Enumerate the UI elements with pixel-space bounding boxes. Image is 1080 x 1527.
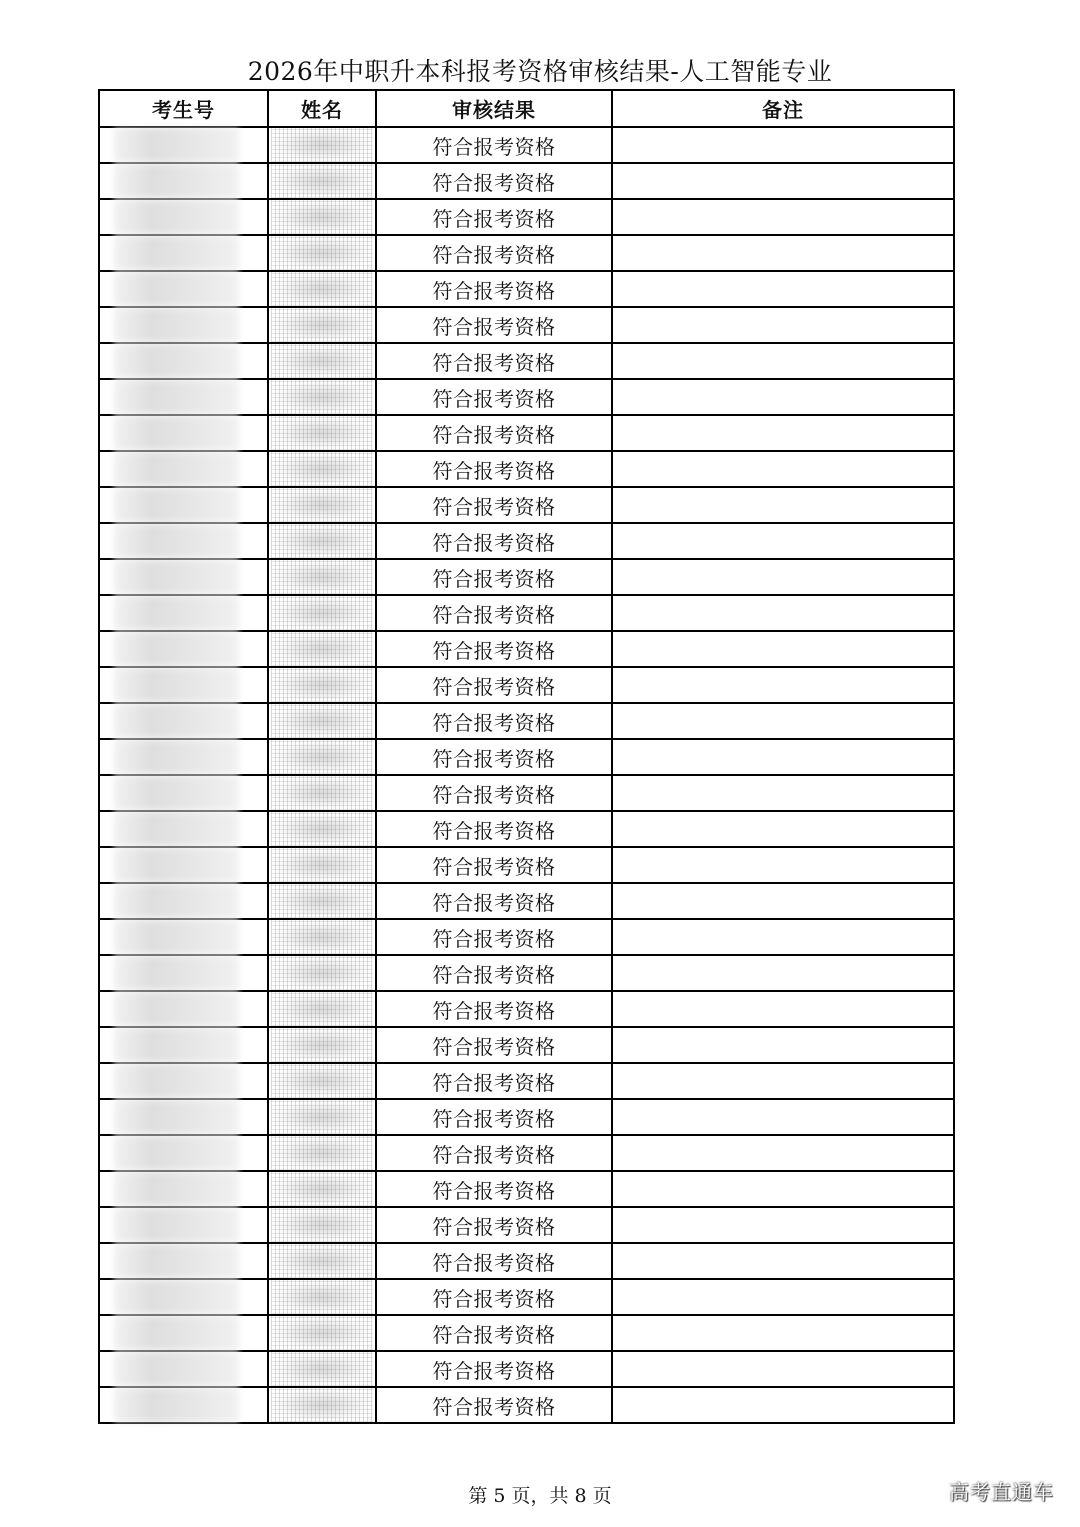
name-cell-redacted: [268, 1063, 376, 1099]
header-remarks: 备注: [612, 90, 954, 127]
redaction-mosaic: [271, 416, 373, 450]
exam-number-cell-redacted: [99, 1207, 268, 1243]
remarks-cell: [612, 595, 954, 631]
redaction-blur: [114, 344, 239, 378]
redaction-mosaic: [271, 272, 373, 306]
exam-number-cell-redacted: [99, 703, 268, 739]
review-result-cell: 符合报考资格: [376, 1099, 612, 1135]
table-row: [99, 703, 954, 739]
table-row: [99, 595, 954, 631]
table-row: [99, 235, 954, 271]
exam-number-cell-redacted: [99, 487, 268, 523]
redaction-mosaic: [271, 1208, 373, 1242]
remarks-cell: [612, 1315, 954, 1351]
remarks-cell: [612, 991, 954, 1027]
exam-number-cell-redacted: [99, 1135, 268, 1171]
exam-number-cell-redacted: [99, 1027, 268, 1063]
review-result-cell: 符合报考资格: [376, 235, 612, 271]
remarks-cell: [612, 739, 954, 775]
remarks-cell: [612, 307, 954, 343]
review-result-cell: 符合报考资格: [376, 811, 612, 847]
review-result-cell: 符合报考资格: [376, 451, 612, 487]
redaction-mosaic: [271, 200, 373, 234]
name-cell-redacted: [268, 1099, 376, 1135]
remarks-cell: [612, 415, 954, 451]
redaction-mosaic: [271, 1316, 373, 1350]
redaction-blur: [114, 236, 239, 270]
redaction-mosaic: [271, 560, 373, 594]
name-cell-redacted: [268, 487, 376, 523]
review-result-cell: 符合报考资格: [376, 1207, 612, 1243]
redaction-mosaic: [271, 740, 373, 774]
table-row: [99, 1063, 954, 1099]
exam-number-cell-redacted: [99, 1171, 268, 1207]
redaction-blur: [114, 524, 239, 558]
redaction-blur: [114, 1280, 239, 1314]
exam-number-cell-redacted: [99, 811, 268, 847]
redaction-mosaic: [271, 812, 373, 846]
remarks-cell: [612, 523, 954, 559]
table-row: [99, 1387, 954, 1423]
remarks-cell: [612, 1243, 954, 1279]
review-result-cell: 符合报考资格: [376, 1315, 612, 1351]
remarks-cell: [612, 775, 954, 811]
redaction-blur: [114, 1208, 239, 1242]
redaction-blur: [114, 1064, 239, 1098]
table-row: [99, 163, 954, 199]
redaction-mosaic: [271, 1136, 373, 1170]
redaction-blur: [114, 704, 239, 738]
name-cell-redacted: [268, 1315, 376, 1351]
redaction-blur: [114, 1172, 239, 1206]
exam-number-cell-redacted: [99, 307, 268, 343]
review-result-cell: 符合报考资格: [376, 739, 612, 775]
table-row: [99, 919, 954, 955]
exam-number-cell-redacted: [99, 1387, 268, 1423]
review-result-cell: 符合报考资格: [376, 847, 612, 883]
review-result-cell: 符合报考资格: [376, 631, 612, 667]
review-result-cell: 符合报考资格: [376, 919, 612, 955]
remarks-cell: [612, 919, 954, 955]
name-cell-redacted: [268, 1279, 376, 1315]
name-cell-redacted: [268, 199, 376, 235]
review-result-cell: 符合报考资格: [376, 1351, 612, 1387]
review-result-cell: 符合报考资格: [376, 595, 612, 631]
review-result-cell: 符合报考资格: [376, 1243, 612, 1279]
exam-number-cell-redacted: [99, 739, 268, 775]
exam-number-cell-redacted: [99, 1279, 268, 1315]
remarks-cell: [612, 487, 954, 523]
exam-number-cell-redacted: [99, 163, 268, 199]
exam-number-cell-redacted: [99, 559, 268, 595]
exam-number-cell-redacted: [99, 199, 268, 235]
remarks-cell: [612, 631, 954, 667]
name-cell-redacted: [268, 235, 376, 271]
name-cell-redacted: [268, 271, 376, 307]
header-name: 姓名: [268, 90, 376, 127]
name-cell-redacted: [268, 343, 376, 379]
redaction-blur: [114, 1388, 239, 1422]
exam-number-cell-redacted: [99, 451, 268, 487]
redaction-blur: [114, 596, 239, 630]
exam-number-cell-redacted: [99, 235, 268, 271]
redaction-mosaic: [271, 632, 373, 666]
redaction-mosaic: [271, 668, 373, 702]
review-result-cell: 符合报考资格: [376, 271, 612, 307]
redaction-blur: [114, 380, 239, 414]
redaction-mosaic: [271, 236, 373, 270]
name-cell-redacted: [268, 559, 376, 595]
name-cell-redacted: [268, 1351, 376, 1387]
table-row: [99, 559, 954, 595]
name-cell-redacted: [268, 991, 376, 1027]
review-result-cell: 符合报考资格: [376, 1135, 612, 1171]
redaction-mosaic: [271, 776, 373, 810]
review-result-cell: 符合报考资格: [376, 703, 612, 739]
remarks-cell: [612, 163, 954, 199]
exam-number-cell-redacted: [99, 1351, 268, 1387]
redaction-mosaic: [271, 1352, 373, 1386]
redaction-blur: [114, 812, 239, 846]
redaction-blur: [114, 1028, 239, 1062]
redaction-blur: [114, 1136, 239, 1170]
remarks-cell: [612, 1099, 954, 1135]
exam-number-cell-redacted: [99, 919, 268, 955]
redaction-mosaic: [271, 1172, 373, 1206]
exam-number-cell-redacted: [99, 991, 268, 1027]
redaction-mosaic: [271, 1388, 373, 1422]
redaction-mosaic: [271, 848, 373, 882]
name-cell-redacted: [268, 523, 376, 559]
exam-number-cell-redacted: [99, 343, 268, 379]
table-row: [99, 307, 954, 343]
table-row: [99, 487, 954, 523]
name-cell-redacted: [268, 883, 376, 919]
exam-number-cell-redacted: [99, 523, 268, 559]
redaction-mosaic: [271, 128, 373, 162]
redaction-mosaic: [271, 452, 373, 486]
remarks-cell: [612, 451, 954, 487]
redaction-blur: [114, 956, 239, 990]
name-cell-redacted: [268, 1027, 376, 1063]
table-row: [99, 1243, 954, 1279]
name-cell-redacted: [268, 1207, 376, 1243]
document-title: 2026年中职升本科报考资格审核结果-人工智能专业: [247, 57, 833, 86]
exam-number-cell-redacted: [99, 127, 268, 163]
review-result-cell: 符合报考资格: [376, 343, 612, 379]
name-cell-redacted: [268, 307, 376, 343]
name-cell-redacted: [268, 127, 376, 163]
name-cell-redacted: [268, 451, 376, 487]
exam-number-cell-redacted: [99, 1243, 268, 1279]
redaction-blur: [114, 920, 239, 954]
exam-number-cell-redacted: [99, 1099, 268, 1135]
redaction-mosaic: [271, 920, 373, 954]
redaction-blur: [114, 164, 239, 198]
table-row: [99, 631, 954, 667]
redaction-mosaic: [271, 596, 373, 630]
header-review-result: 审核结果: [376, 90, 612, 127]
redaction-blur: [114, 1316, 239, 1350]
review-result-cell: 符合报考资格: [376, 199, 612, 235]
exam-number-cell-redacted: [99, 955, 268, 991]
review-result-cell: 符合报考资格: [376, 775, 612, 811]
review-result-cell: 符合报考资格: [376, 1171, 612, 1207]
header-exam-number: 考生号: [99, 90, 268, 127]
table-row: [99, 847, 954, 883]
table-row: [99, 667, 954, 703]
review-result-cell: 符合报考资格: [376, 163, 612, 199]
remarks-cell: [612, 1135, 954, 1171]
redaction-blur: [114, 416, 239, 450]
table-row: [99, 523, 954, 559]
name-cell-redacted: [268, 739, 376, 775]
table-row: [99, 1099, 954, 1135]
name-cell-redacted: [268, 631, 376, 667]
review-result-cell: 符合报考资格: [376, 883, 612, 919]
remarks-cell: [612, 811, 954, 847]
name-cell-redacted: [268, 1387, 376, 1423]
exam-number-cell-redacted: [99, 775, 268, 811]
name-cell-redacted: [268, 667, 376, 703]
name-cell-redacted: [268, 955, 376, 991]
name-cell-redacted: [268, 919, 376, 955]
table-row: [99, 991, 954, 1027]
table-row: [99, 1315, 954, 1351]
remarks-cell: [612, 379, 954, 415]
table-row: [99, 1027, 954, 1063]
name-cell-redacted: [268, 1171, 376, 1207]
remarks-cell: [612, 847, 954, 883]
exam-number-cell-redacted: [99, 667, 268, 703]
redaction-blur: [114, 632, 239, 666]
remarks-cell: [612, 271, 954, 307]
review-result-cell: 符合报考资格: [376, 1279, 612, 1315]
redaction-mosaic: [271, 380, 373, 414]
table-row: [99, 379, 954, 415]
remarks-cell: [612, 1171, 954, 1207]
redaction-blur: [114, 308, 239, 342]
remarks-cell: [612, 1027, 954, 1063]
review-result-cell: 符合报考资格: [376, 1063, 612, 1099]
redaction-blur: [114, 668, 239, 702]
redaction-mosaic: [271, 308, 373, 342]
remarks-cell: [612, 127, 954, 163]
remarks-cell: [612, 559, 954, 595]
redaction-blur: [114, 1352, 239, 1386]
redaction-blur: [114, 740, 239, 774]
table-header-row: [99, 90, 954, 127]
name-cell-redacted: [268, 415, 376, 451]
exam-number-cell-redacted: [99, 1315, 268, 1351]
redaction-mosaic: [271, 488, 373, 522]
review-result-table: [98, 89, 955, 1424]
name-cell-redacted: [268, 1243, 376, 1279]
table-row: [99, 775, 954, 811]
exam-number-cell-redacted: [99, 847, 268, 883]
review-result-cell: 符合报考资格: [376, 991, 612, 1027]
redaction-mosaic: [271, 524, 373, 558]
name-cell-redacted: [268, 163, 376, 199]
redaction-mosaic: [271, 884, 373, 918]
name-cell-redacted: [268, 595, 376, 631]
redaction-blur: [114, 488, 239, 522]
name-cell-redacted: [268, 811, 376, 847]
remarks-cell: [612, 1207, 954, 1243]
table-row: [99, 955, 954, 991]
redaction-mosaic: [271, 704, 373, 738]
name-cell-redacted: [268, 1135, 376, 1171]
redaction-mosaic: [271, 344, 373, 378]
remarks-cell: [612, 883, 954, 919]
name-cell-redacted: [268, 775, 376, 811]
review-result-cell: 符合报考资格: [376, 379, 612, 415]
redaction-mosaic: [271, 1280, 373, 1314]
remarks-cell: [612, 1351, 954, 1387]
review-result-cell: 符合报考资格: [376, 1387, 612, 1423]
exam-number-cell-redacted: [99, 415, 268, 451]
table-row: [99, 1135, 954, 1171]
review-result-cell: 符合报考资格: [376, 955, 612, 991]
redaction-blur: [114, 776, 239, 810]
review-result-cell: 符合报考资格: [376, 559, 612, 595]
redaction-blur: [114, 452, 239, 486]
remarks-cell: [612, 235, 954, 271]
remarks-cell: [612, 1063, 954, 1099]
table-row: [99, 415, 954, 451]
name-cell-redacted: [268, 703, 376, 739]
redaction-blur: [114, 848, 239, 882]
exam-number-cell-redacted: [99, 883, 268, 919]
table-body: [99, 127, 954, 1423]
redaction-mosaic: [271, 1028, 373, 1062]
redaction-mosaic: [271, 992, 373, 1026]
review-result-cell: 符合报考资格: [376, 487, 612, 523]
table-row: [99, 739, 954, 775]
table-row: [99, 1351, 954, 1387]
redaction-mosaic: [271, 1100, 373, 1134]
page-footer: 第 5 页，共 8 页: [468, 1485, 612, 1507]
remarks-cell: [612, 343, 954, 379]
table-row: [99, 451, 954, 487]
table-row: [99, 343, 954, 379]
redaction-mosaic: [271, 1244, 373, 1278]
remarks-cell: [612, 1279, 954, 1315]
review-result-cell: 符合报考资格: [376, 127, 612, 163]
remarks-cell: [612, 955, 954, 991]
remarks-cell: [612, 703, 954, 739]
redaction-blur: [114, 884, 239, 918]
name-cell-redacted: [268, 379, 376, 415]
table-row: [99, 271, 954, 307]
redaction-blur: [114, 1100, 239, 1134]
review-result-cell: 符合报考资格: [376, 667, 612, 703]
remarks-cell: [612, 1387, 954, 1423]
redaction-mosaic: [271, 164, 373, 198]
name-cell-redacted: [268, 847, 376, 883]
table-row: [99, 1279, 954, 1315]
exam-number-cell-redacted: [99, 631, 268, 667]
redaction-mosaic: [271, 956, 373, 990]
redaction-blur: [114, 1244, 239, 1278]
exam-number-cell-redacted: [99, 379, 268, 415]
redaction-blur: [114, 272, 239, 306]
watermark: 高考直通车: [949, 1480, 1054, 1504]
exam-number-cell-redacted: [99, 1063, 268, 1099]
remarks-cell: [612, 667, 954, 703]
table-row: [99, 1207, 954, 1243]
remarks-cell: [612, 199, 954, 235]
review-result-cell: 符合报考资格: [376, 415, 612, 451]
redaction-blur: [114, 560, 239, 594]
redaction-mosaic: [271, 1064, 373, 1098]
table-row: [99, 1171, 954, 1207]
table-row: [99, 127, 954, 163]
review-result-cell: 符合报考资格: [376, 523, 612, 559]
redaction-blur: [114, 128, 239, 162]
table-row: [99, 199, 954, 235]
table-row: [99, 883, 954, 919]
review-result-cell: 符合报考资格: [376, 1027, 612, 1063]
review-result-cell: 符合报考资格: [376, 307, 612, 343]
redaction-blur: [114, 200, 239, 234]
exam-number-cell-redacted: [99, 271, 268, 307]
exam-number-cell-redacted: [99, 595, 268, 631]
table-row: [99, 811, 954, 847]
redaction-blur: [114, 992, 239, 1026]
